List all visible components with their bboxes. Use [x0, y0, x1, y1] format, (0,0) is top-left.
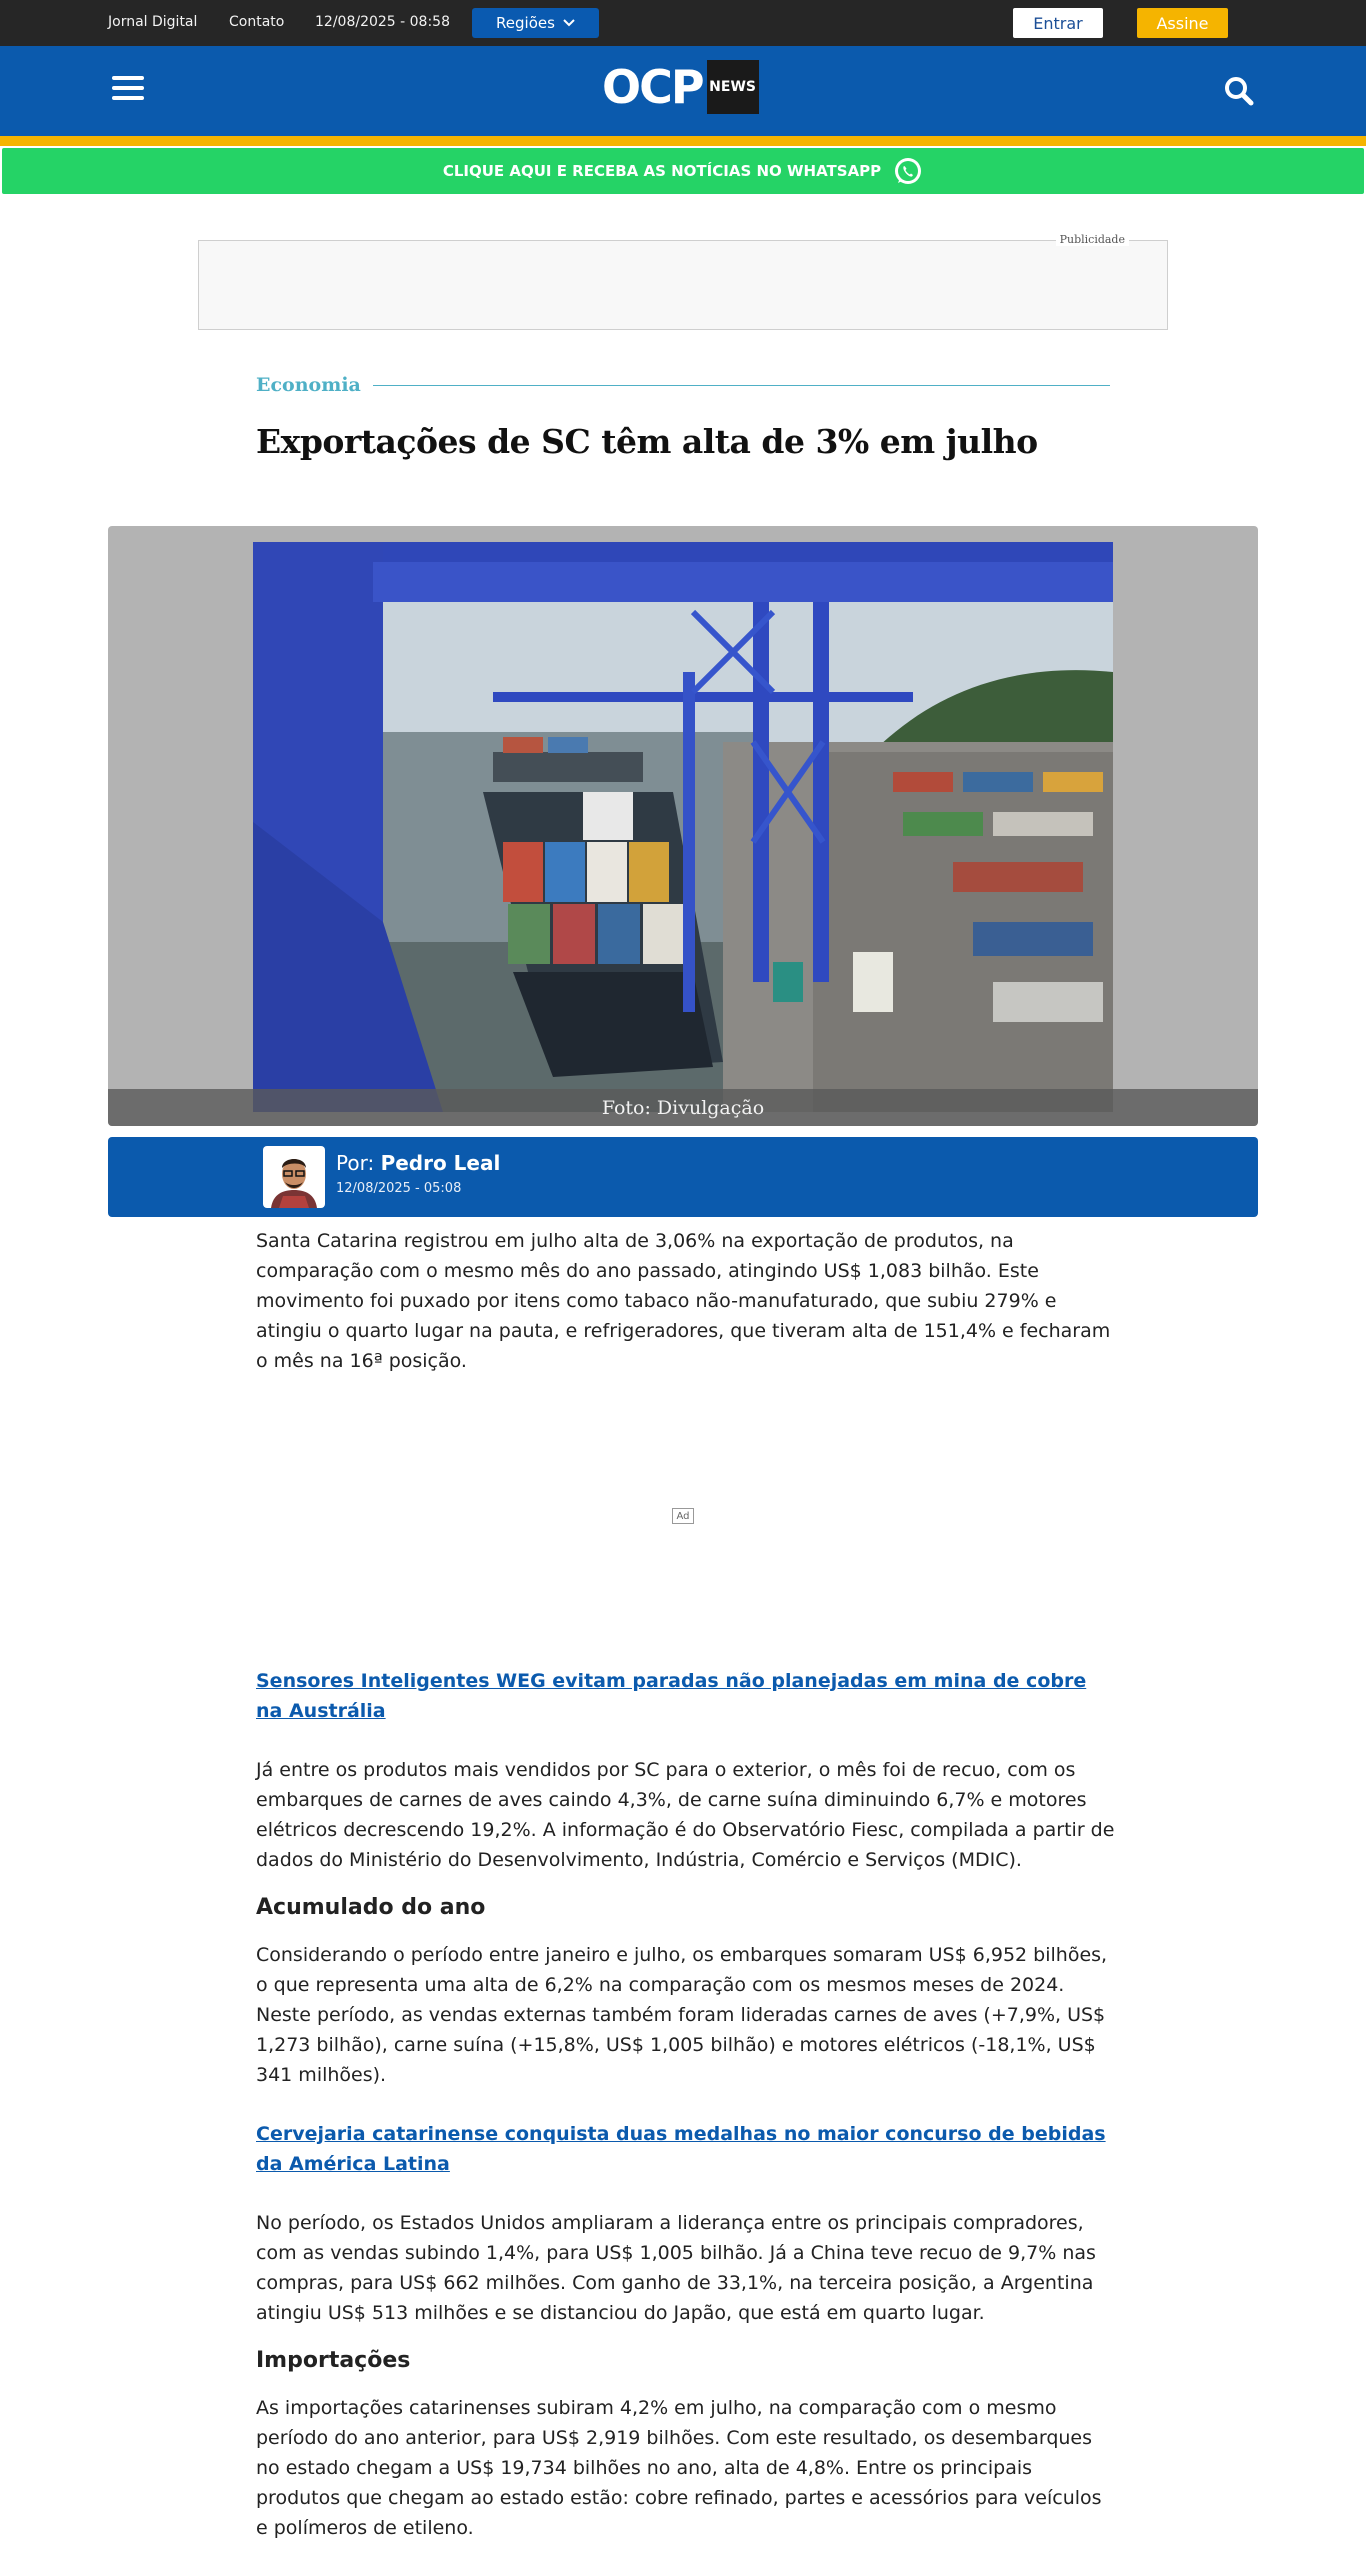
section-heading: Importações: [256, 2348, 411, 2373]
article-paragraph: As importações catarinenses subiram 4,2% em julho, na comparação com o mesmo período do ano anterior, para US$ 2,919 bilhões. Com este resultado, os desembarques no estado chegam a US$ 19,734 bilhões no ano, alta de 4,8%. Entre os principais produtos que chegam ao estado estão: cobre refinado, partes e acessórios para veículos e polímeros de etileno.: [256, 2397, 1102, 2539]
article-paragraph: Já entre os produtos mais vendidos por SC para o exterior, o mês foi de recuo, com os embarques de carnes de aves caindo 4,3%, de carne suína diminuindo 6,7% e motores elétricos decrescendo 19,2%. A informação é do Observatório Fiesc, compilada a partir de dados do Ministério do Desenvolvimento, Indústria, Comércio e Serviços (MDIC).: [256, 1759, 1115, 1871]
top-bar: [0, 0, 1366, 46]
article-paragraph: No período, os Estados Unidos ampliaram a liderança entre os principais compradores, com as vendas subindo 1,4%, para US$ 1,005 bilhão. Já a China teve recuo de 9,7% nas compras, para US$ 662 milhões. Com ganho de 33,1%, na terceira posição, a Argentina atingiu US$ 513 milhões e se distanciou do Japão, que está em quarto lugar.: [256, 2212, 1096, 2324]
contato-link[interactable]: Contato: [229, 14, 285, 30]
ad-choices-badge[interactable]: Ad: [672, 1508, 694, 1524]
whatsapp-banner[interactable]: [2, 148, 1364, 194]
header-stripe: [0, 136, 1366, 146]
publish-date: 12/08/2025 - 05:08: [336, 1181, 462, 1196]
regioes-dropdown[interactable]: [472, 8, 599, 38]
ad-label: Publicidade: [1056, 233, 1129, 246]
current-datetime: 12/08/2025 - 08:58: [315, 14, 450, 30]
chevron-down-icon: [563, 19, 575, 27]
article-body: [256, 1226, 1116, 2543]
port-photo: [253, 542, 1113, 1112]
author-bar: [108, 1137, 1258, 1217]
author-byline: [336, 1151, 500, 1175]
related-link[interactable]: Sensores Inteligentes WEG evitam paradas não planejadas em mina de cobre na Austrália: [256, 1670, 1087, 1722]
search-icon[interactable]: [1224, 76, 1254, 106]
author-avatar[interactable]: [263, 1146, 325, 1208]
ad-slot: [198, 233, 1168, 330]
article-paragraph: Considerando o período entre janeiro e julho, os embarques somaram US$ 6,952 bilhões, o que representa uma alta de 6,2% na comparação com os mesmos meses de 2024. Neste período, as vendas externas também foram lideradas carnes de aves (+7,9%, US$ 1,273 bilhão), carne suína (+15,8%, US$ 1,005 bilhão) e motores elétricos (-18,1%, US$ 341 milhões).: [256, 1944, 1108, 2086]
photo-caption: Foto: Divulgação: [108, 1089, 1258, 1126]
section-heading: Acumulado do ano: [256, 1895, 486, 1920]
category-divider: [373, 385, 1110, 386]
author-prefix: Por:: [336, 1151, 381, 1175]
assine-button[interactable]: Assine: [1137, 8, 1228, 38]
related-link[interactable]: Cervejaria catarinense conquista duas medalhas no maior concurso de bebidas da América Latina: [256, 2123, 1106, 2175]
article-paragraph: Santa Catarina registrou em julho alta de 3,06% na exportação de produtos, na comparação com o mesmo mês do ano passado, atingindo US$ 1,083 bilhão. Este movimento foi puxado por itens como tabaco não-manufaturado, que subiu 279% e atingiu o quarto lugar na pauta, e refrigeradores, que tiveram alta de 151,4% e fecharam o mês na 16ª posição.: [256, 1230, 1111, 1372]
logo-news: NEWS: [707, 60, 759, 114]
author-name[interactable]: Pedro Leal: [380, 1151, 501, 1175]
article-title: Exportações de SC têm alta de 3% em julho: [256, 422, 1038, 461]
category-header: [256, 370, 1110, 400]
site-logo[interactable]: [602, 60, 759, 114]
whatsapp-icon: [893, 156, 923, 186]
menu-icon[interactable]: [112, 76, 144, 100]
category-link[interactable]: Economia: [256, 374, 361, 396]
jornal-digital-link[interactable]: Jornal Digital: [108, 14, 198, 30]
entrar-button[interactable]: Entrar: [1013, 8, 1103, 38]
whatsapp-banner-label: CLIQUE AQUI E RECEBA AS NOTÍCIAS NO WHATSAPP: [442, 162, 882, 180]
featured-image-block: [108, 526, 1258, 1126]
logo-ocp: OCP: [602, 60, 703, 114]
regioes-label: Regiões: [496, 14, 555, 32]
